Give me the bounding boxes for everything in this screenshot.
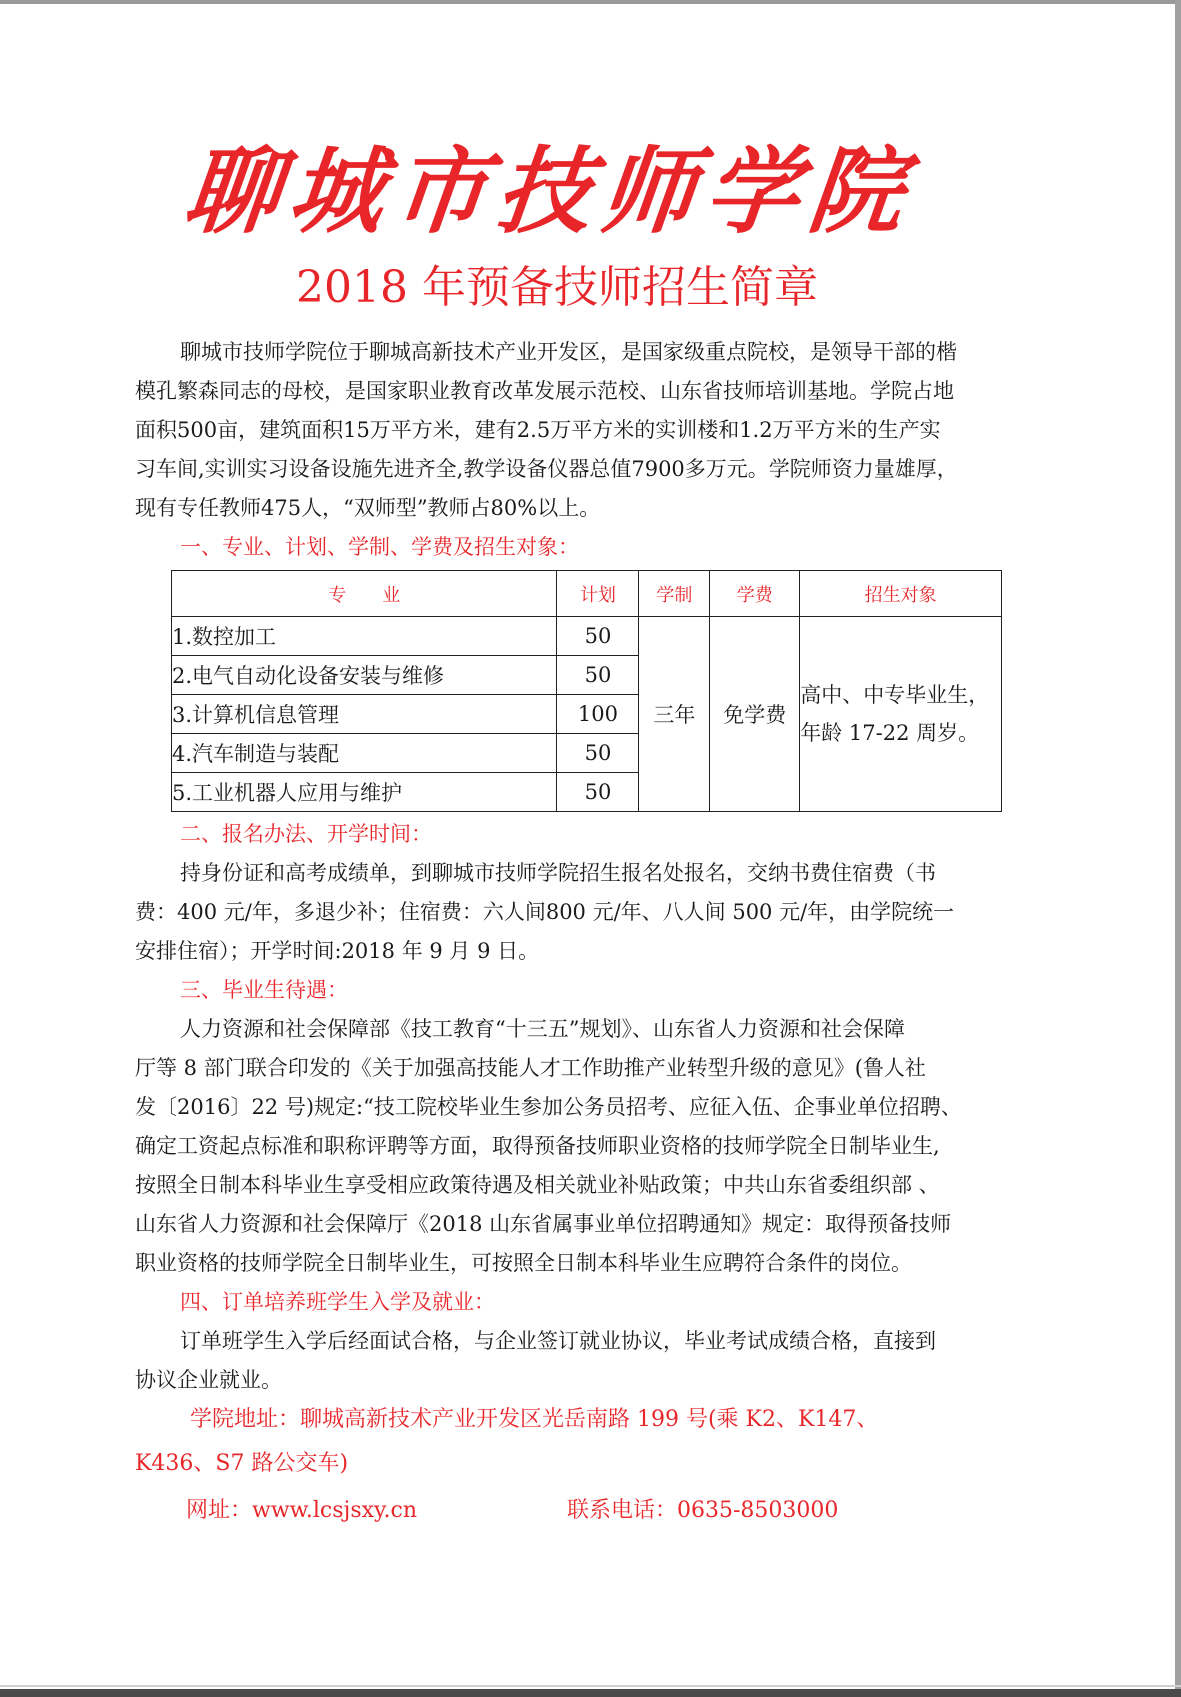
major-name: 5.工业机器人应用与维护 xyxy=(172,773,557,812)
header-duration: 学制 xyxy=(639,571,710,617)
major-plan: 50 xyxy=(557,617,639,656)
section-3-line-3: 发〔2016〕22 号)规定:“技工院校毕业生参加公务员招考、应征入伍、企事业单位招聘、 xyxy=(135,1095,962,1119)
target-line-1: 高中、中专毕业生， xyxy=(800,683,990,707)
school-logo-calligraphy: 聊城市技师学院 xyxy=(179,137,919,247)
section-3-line-1: 人力资源和社会保障部《技工教育“十三五”规划》、山东省人力资源和社会保障 xyxy=(180,1017,905,1041)
phone-text: 联系电话：0635-8503000 xyxy=(567,1498,839,1523)
duration-cell: 三年 xyxy=(639,617,710,812)
section-3-line-2: 厅等 8 部门联合印发的《关于加强高技能人才工作助推产业转型升级的意见》(鲁人社 xyxy=(135,1056,926,1080)
section-2-heading: 二、报名办法、开学时间： xyxy=(180,822,432,846)
address-line-1: 学院地址：聊城高新技术产业开发区光岳南路 199 号(乘 K2、K147、 xyxy=(190,1407,879,1432)
major-plan: 50 xyxy=(557,773,639,812)
intro-line-3: 面积500亩，建筑面积15万平方米，建有2.5万平方米的实训楼和1.2万平方米的生产实 xyxy=(135,418,941,442)
major-name: 2.电气自动化设备安装与维修 xyxy=(172,656,557,695)
section-4-line-1: 订单班学生入学后经面试合格，与企业签订就业协议，毕业考试成绩合格，直接到 xyxy=(180,1329,936,1353)
section-2-line-1: 持身份证和高考成绩单，到聊城市技师学院招生报名处报名，交纳书费住宿费（书 xyxy=(180,861,936,885)
page-frame-top xyxy=(0,0,1181,4)
page-frame-right xyxy=(1175,0,1181,1697)
table-row xyxy=(172,617,1002,656)
major-plan: 50 xyxy=(557,656,639,695)
major-plan: 50 xyxy=(557,734,639,773)
intro-line-2: 模孔繁森同志的母校，是国家职业教育改革发展示范校、山东省技师培训基地。学院占地 xyxy=(135,379,954,403)
section-4-line-2: 协议企业就业。 xyxy=(135,1368,282,1392)
section-4-heading: 四、订单培养班学生入学及就业： xyxy=(180,1290,495,1314)
header-plan: 计划 xyxy=(557,571,639,617)
page-title: 2018 年预备技师招生简章 xyxy=(296,262,818,313)
section-3-line-7: 职业资格的技师学院全日制毕业生，可按照全日制本科毕业生应聘符合条件的岗位。 xyxy=(135,1251,912,1275)
page-frame-bottom-light xyxy=(0,1685,1181,1687)
major-name: 4.汽车制造与装配 xyxy=(172,734,557,773)
section-3-line-4: 确定工资起点标准和职称评聘等方面，取得预备技师职业资格的技师学院全日制毕业生, xyxy=(135,1134,940,1158)
website-text: 网址：www.lcsjsxy.cn xyxy=(186,1498,418,1523)
intro-line-5: 现有专任教师475人，“双师型”教师占80%以上。 xyxy=(135,496,601,520)
section-2-line-3: 安排住宿）；开学时间:2018 年 9 月 9 日。 xyxy=(135,939,540,963)
table-header-row xyxy=(172,571,1002,617)
target-cell xyxy=(800,617,1002,812)
header-major: 专 业 xyxy=(172,571,557,617)
major-plan: 100 xyxy=(557,695,639,734)
section-1-heading: 一、专业、计划、学制、学费及招生对象： xyxy=(180,535,579,559)
header-target: 招生对象 xyxy=(800,571,1002,617)
target-line-2: 年龄 17-22 周岁。 xyxy=(800,721,980,745)
header-fee: 学费 xyxy=(710,571,800,617)
enrollment-table xyxy=(171,570,1002,812)
intro-line-1: 聊城市技师学院位于聊城高新技术产业开发区，是国家级重点院校，是领导干部的楷 xyxy=(180,340,957,364)
fee-cell: 免学费 xyxy=(710,617,800,812)
section-3-heading: 三、毕业生待遇： xyxy=(180,978,348,1002)
intro-line-4: 习车间,实训实习设备设施先进齐全,教学设备仪器总值7900多万元。学院师资力量雄厚， xyxy=(135,457,958,481)
section-2-line-2: 费：400 元/年，多退少补；住宿费：六人间800 元/年、八人间 500 元/年，由学院统一 xyxy=(135,900,955,924)
address-line-2: K436、S7 路公交车) xyxy=(135,1451,349,1476)
major-name: 1.数控加工 xyxy=(172,617,557,656)
major-name: 3.计算机信息管理 xyxy=(172,695,557,734)
section-3-line-5: 按照全日制本科毕业生享受相应政策待遇及相关就业补贴政策；中共山东省委组织部 、 xyxy=(135,1173,940,1197)
page-frame-bottom xyxy=(0,1689,1181,1697)
section-3-line-6: 山东省人力资源和社会保障厅《2018 山东省属事业单位招聘通知》规定：取得预备技师 xyxy=(135,1212,952,1236)
